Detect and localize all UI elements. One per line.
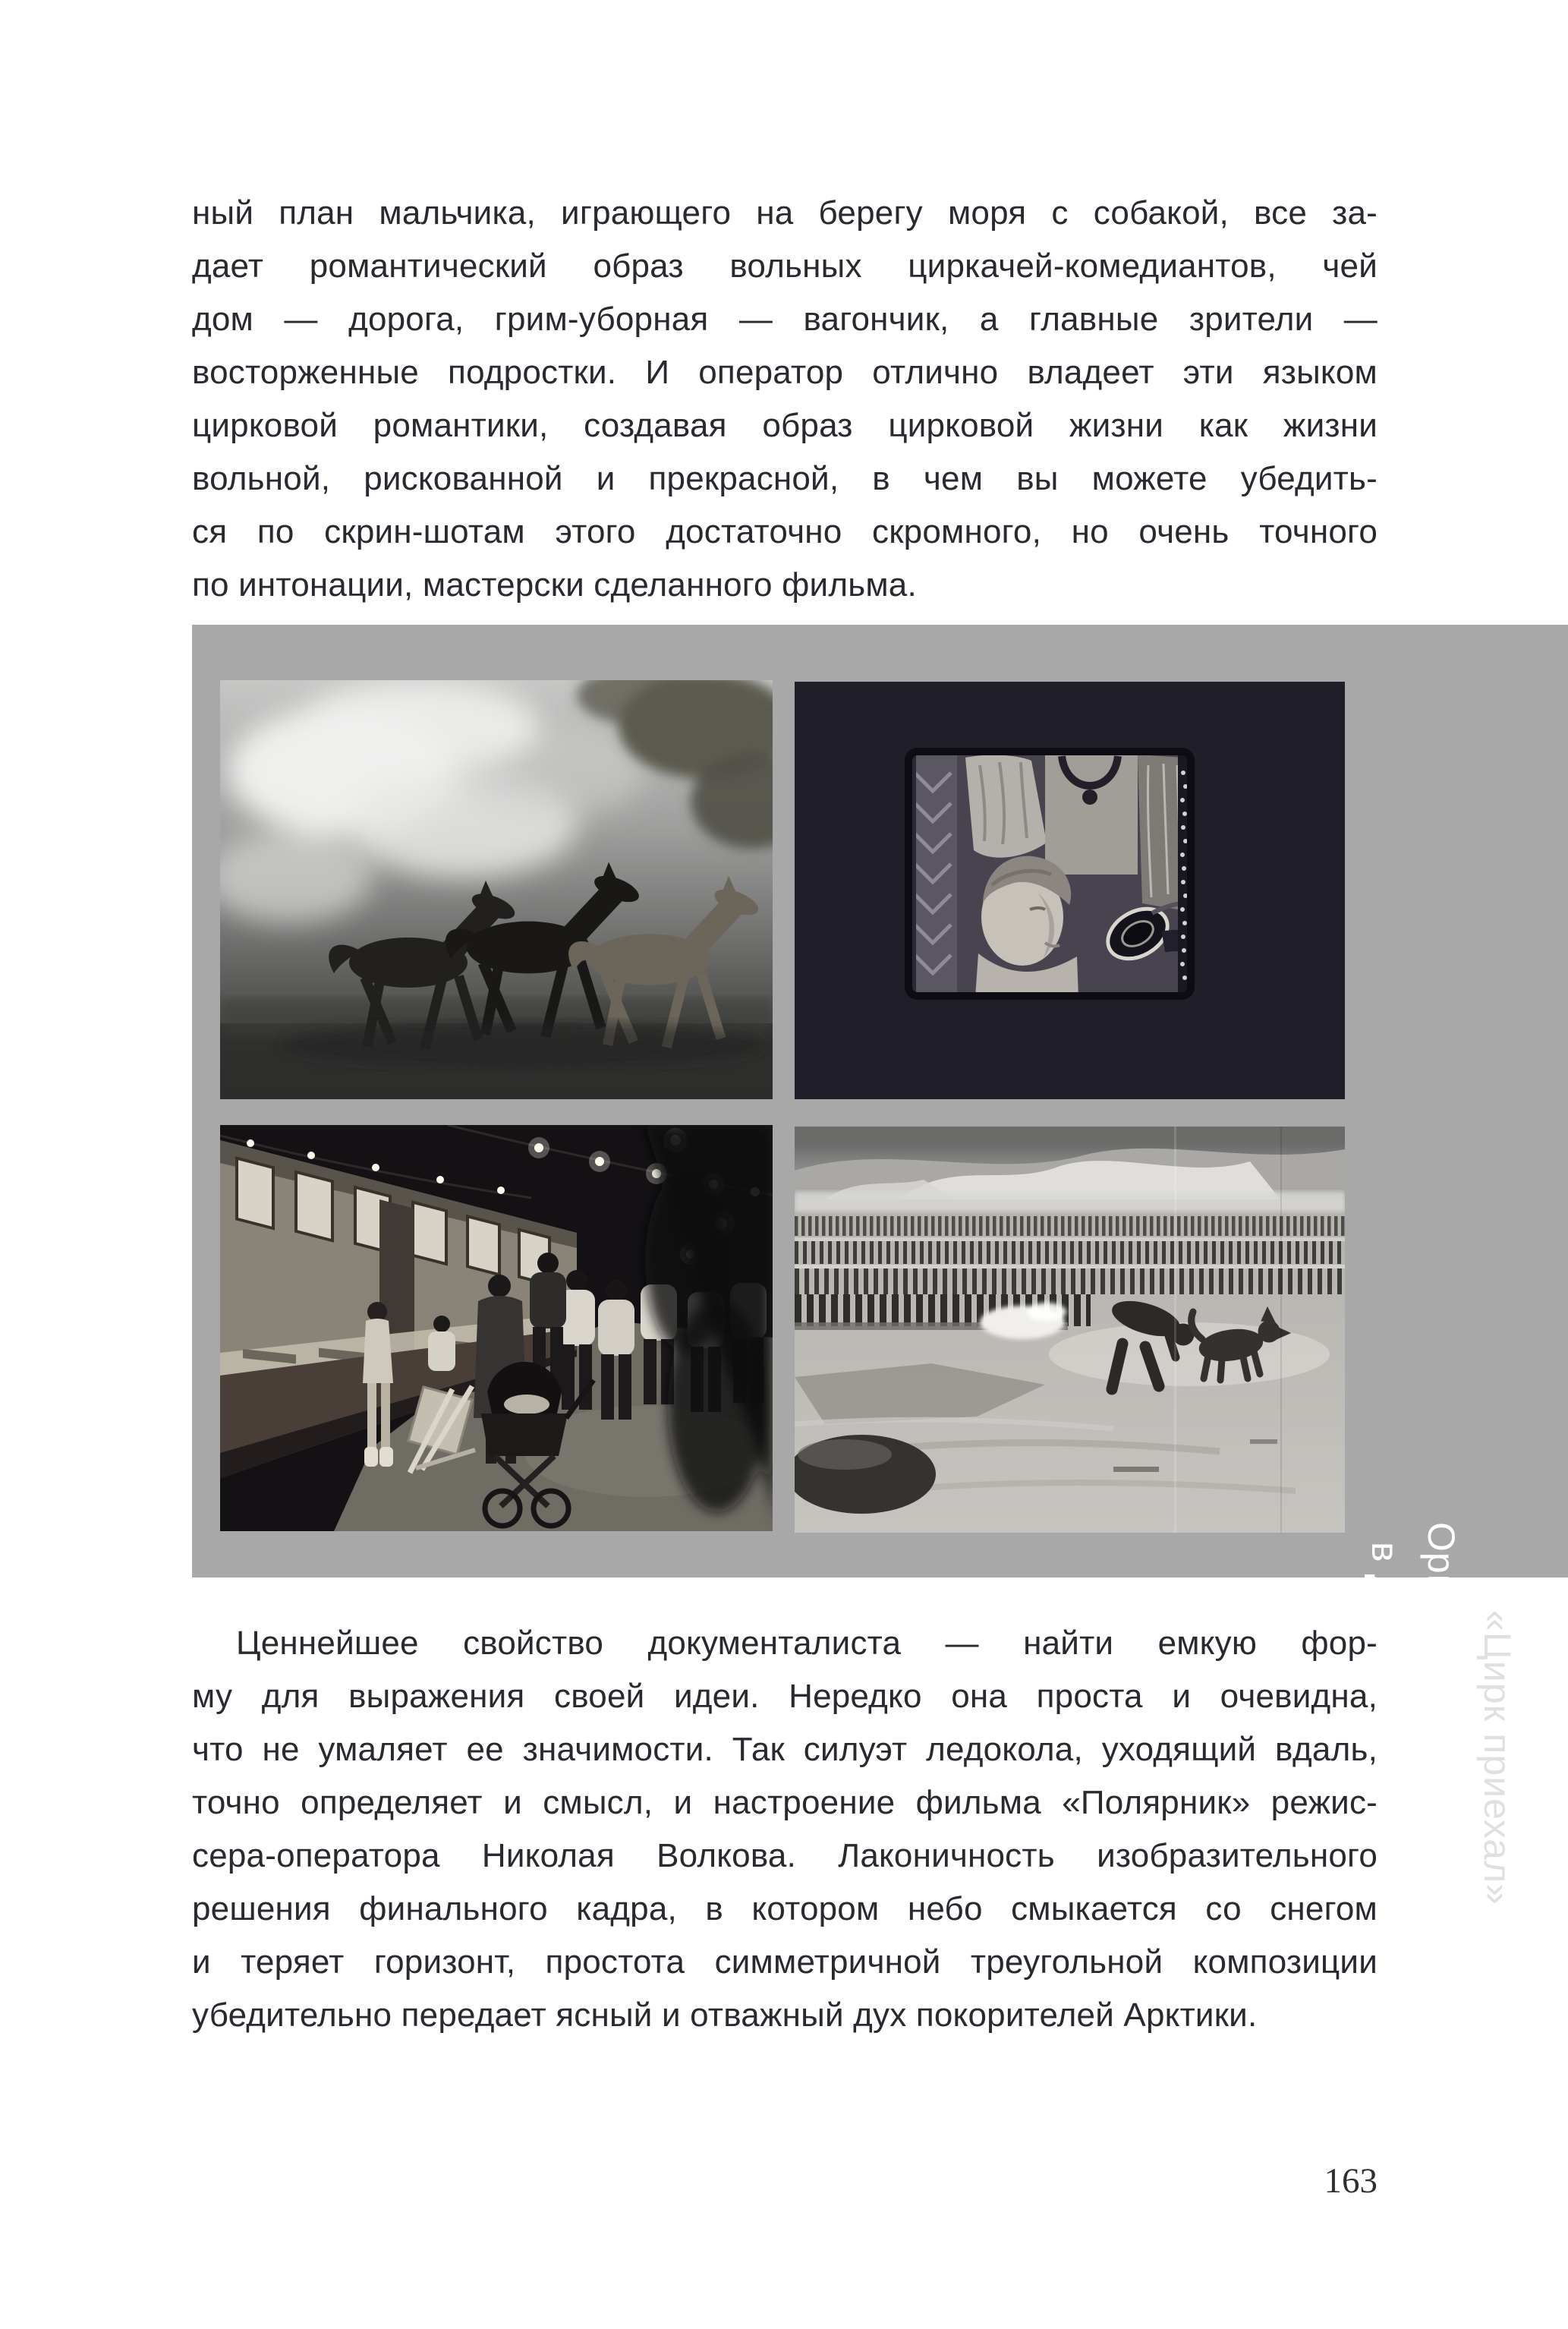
sidebar-caption-line2: в документальном кино	[1364, 1542, 1406, 1974]
train-illustration	[220, 1125, 773, 1531]
still-circus-train	[220, 1125, 773, 1531]
text-line: точно определяет и смысл, и настроение фильма «Полярник» режис-	[192, 1784, 1378, 1821]
text-line: му для выражения своей идеи. Нередко она проста и очевидна,	[192, 1678, 1378, 1715]
page-number: 163	[1324, 2161, 1378, 2201]
text-line: сера-оператора Николая Волкова. Лаконичность изобразительного	[192, 1837, 1378, 1874]
sidebar-vertical-title	[1357, 1432, 1525, 2085]
beach-illustration	[795, 1127, 1345, 1533]
text-line: ный план мальчика, играющего на берегу моря с собакой, все за-	[192, 194, 1378, 232]
film-title-vertical: «Цирк приехал»	[1476, 1610, 1519, 1906]
still-beach-dog	[795, 1127, 1345, 1533]
paragraph-top	[192, 187, 1378, 612]
film-scratch	[1174, 1127, 1176, 1533]
text-line: убедительно передает ясный и отважный дух покорителей Арктики.	[192, 1997, 1258, 2034]
film-scratch	[1280, 1127, 1282, 1533]
text-line: ся по скрин-шотам этого достаточно скромного, но очень точного	[192, 513, 1378, 550]
still-galloping-horses	[220, 680, 773, 1099]
text-line: восторженные подростки. И оператор отлично владеет эти языком	[192, 354, 1378, 391]
text-line: дом — дорога, грим-уборная — вагончик, а главные зрители —	[192, 301, 1378, 338]
paragraph-bottom	[192, 1617, 1378, 2042]
text-line: решения финального кадра, в котором небо смыкается со снегом	[192, 1890, 1378, 1927]
still-man-and-horn	[795, 682, 1345, 1099]
horses-illustration	[220, 680, 773, 1099]
text-line: и теряет горизонт, простота симметричной треугольной композиции	[192, 1943, 1378, 1981]
sidebar-caption-line1: Органичность постановки	[1420, 1522, 1463, 1994]
text-line: что не умаляет ее значимости. Так силуэт ледокола, уходящий вдаль,	[192, 1731, 1378, 1768]
face-illustration	[795, 682, 1345, 1099]
text-line: Ценнейшее свойство документалиста — найти емкую фор-	[236, 1625, 1378, 1662]
text-line: цирковой романтики, создавая образ цирковой жизни как жизни	[192, 407, 1378, 444]
text-line: по интонации, мастерски сделанного фильма.	[192, 566, 917, 604]
text-line: дает романтический образ вольных циркачей-комедиантов, чей	[192, 247, 1378, 285]
text-line: вольной, рискованной и прекрасной, в чем вы можете убедить-	[192, 460, 1378, 497]
